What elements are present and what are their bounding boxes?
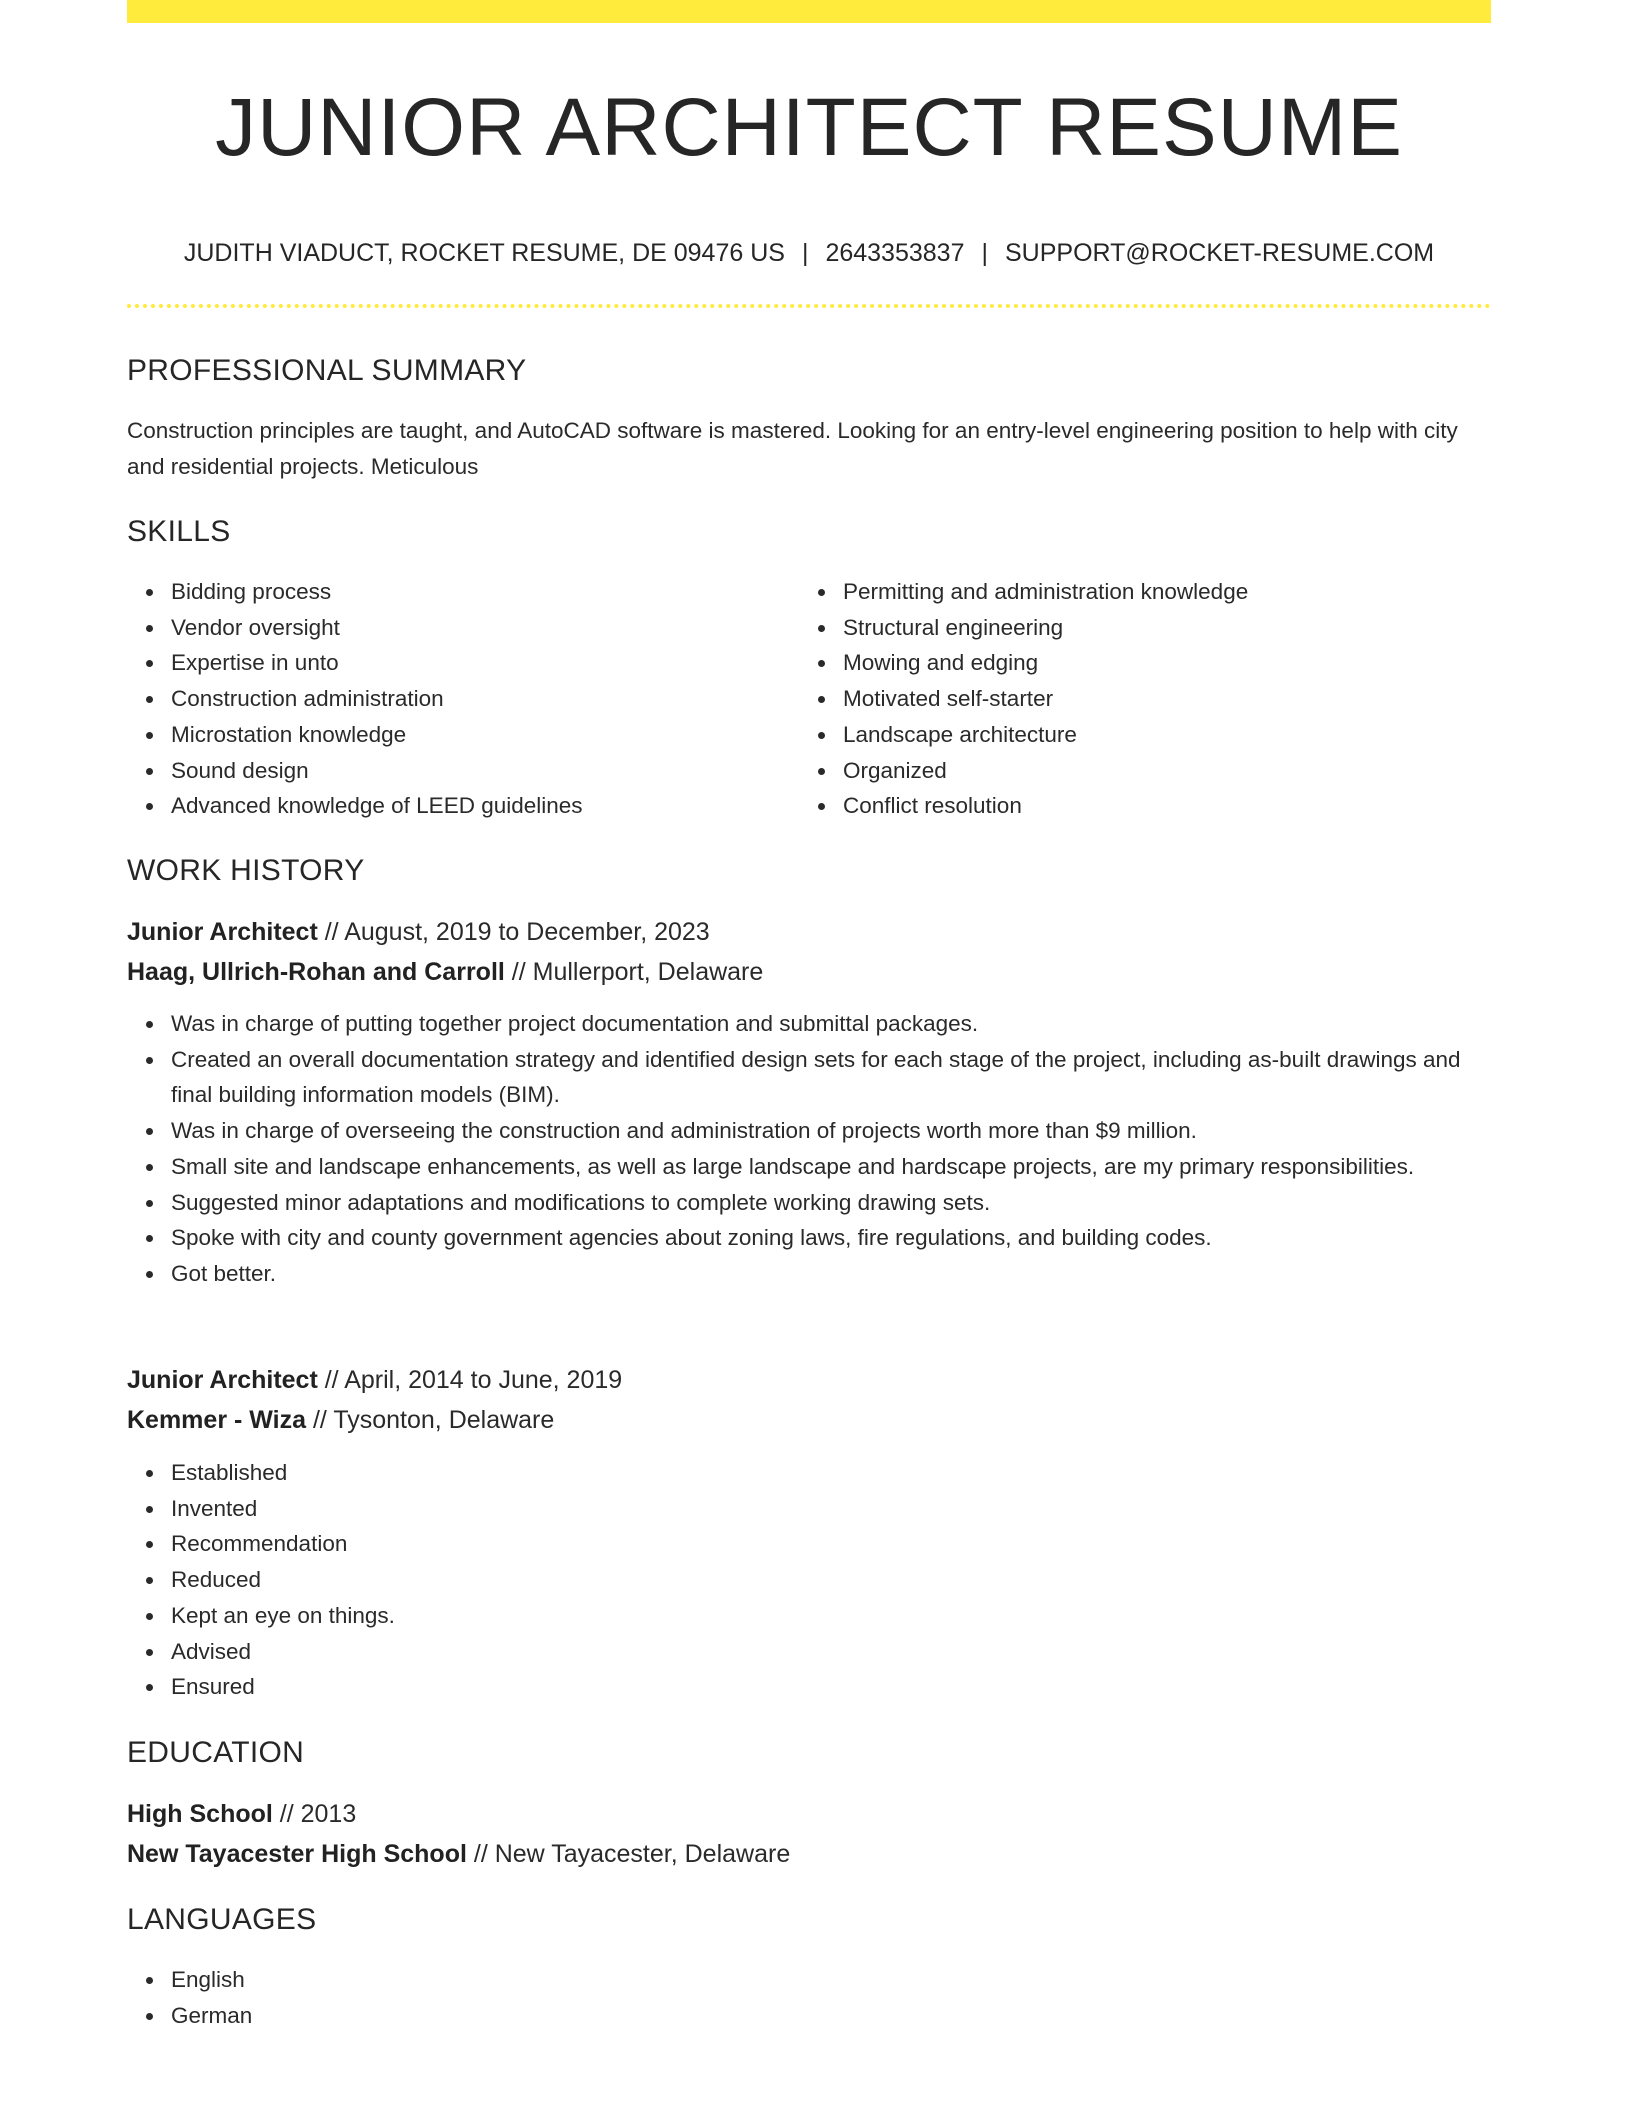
job-title: Junior Architect: [127, 918, 318, 946]
contact-email: SUPPORT@ROCKET-RESUME.COM: [1004, 239, 1435, 267]
job-separator: //: [306, 1406, 334, 1434]
job-duty: Was in charge of putting together project documentation and submittal packages.: [171, 1006, 1491, 1042]
skill-item: Mowing and edging: [843, 645, 1483, 681]
job-duty: Got better.: [171, 1256, 1491, 1292]
job-company: Haag, Ullrich-Rohan and Carroll: [127, 958, 505, 986]
job-company-line: [127, 955, 763, 989]
skill-item: Bidding process: [171, 574, 791, 610]
skill-item: Structural engineering: [843, 610, 1483, 646]
job-duty: Small site and landscape enhancements, as well as large landscape and hardscape projects, are my primary responsibilities.: [171, 1149, 1491, 1185]
job-duty: Was in charge of overseeing the construction and administration of projects worth more than $9 million.: [171, 1113, 1491, 1149]
contact-separator: |: [981, 239, 988, 267]
job-duty: Suggested minor adaptations and modifications to complete working drawing sets.: [171, 1185, 1491, 1221]
skill-item: Conflict resolution: [843, 788, 1483, 824]
job-title: Junior Architect: [127, 1366, 318, 1394]
job-duty: Recommendation: [171, 1526, 1491, 1562]
job-separator: //: [317, 918, 345, 946]
job-duty: Kept an eye on things.: [171, 1598, 1491, 1634]
contact-address: JUDITH VIADUCT, ROCKET RESUME, DE 09476 US: [183, 239, 785, 267]
job-company: Kemmer - Wiza: [127, 1406, 306, 1434]
contact-separator: |: [801, 239, 809, 267]
education-heading: EDUCATION: [127, 1736, 305, 1769]
job-duty: Reduced: [171, 1562, 1491, 1598]
skill-item: Microstation knowledge: [171, 717, 791, 753]
skill-item: Construction administration: [171, 681, 791, 717]
skill-item: Permitting and administration knowledge: [843, 574, 1483, 610]
skills-heading: SKILLS: [127, 515, 231, 548]
job-company-line: [127, 1403, 554, 1437]
job-location: Tysonton, Delaware: [333, 1406, 555, 1434]
education-separator: //: [272, 1800, 301, 1828]
job-dates: April, 2014 to June, 2019: [344, 1366, 623, 1394]
skill-item: Advanced knowledge of LEED guidelines: [171, 788, 791, 824]
language-item: English: [171, 1962, 771, 1998]
education-location: New Tayacester, Delaware: [494, 1840, 791, 1868]
skill-item: Organized: [843, 753, 1483, 789]
job-duty: Invented: [171, 1491, 1491, 1527]
job-dates: August, 2019 to December, 2023: [344, 918, 710, 946]
job-separator: //: [317, 1366, 345, 1394]
job-duty: Established: [171, 1455, 1491, 1491]
header-divider: [127, 304, 1491, 308]
job-duties-list: [127, 1455, 1491, 1705]
skill-item: Vendor oversight: [171, 610, 791, 646]
education-school-line: [127, 1837, 790, 1871]
job-location: Mullerport, Delaware: [532, 958, 764, 986]
skills-list-left: [127, 574, 791, 824]
job-title-line: [127, 915, 710, 949]
job-duty: Advised: [171, 1634, 1491, 1670]
skill-item: Motivated self-starter: [843, 681, 1483, 717]
education-degree: High School: [127, 1800, 273, 1828]
languages-list: [127, 1962, 771, 2033]
job-separator: //: [504, 958, 533, 986]
job-title-line: [127, 1363, 622, 1397]
skills-list-right: [799, 574, 1483, 824]
languages-heading: LANGUAGES: [127, 1903, 317, 1936]
job-duties-list: [127, 1006, 1491, 1292]
work-heading: WORK HISTORY: [127, 854, 365, 887]
job-duty: Spoke with city and county government agencies about zoning laws, fire regulations, and building codes.: [171, 1220, 1491, 1256]
top-accent-bar: [127, 0, 1491, 23]
education-separator: //: [466, 1840, 495, 1868]
skill-item: Expertise in unto: [171, 645, 791, 681]
contact-line: [127, 236, 1491, 270]
language-item: German: [171, 1998, 771, 2034]
skill-item: Landscape architecture: [843, 717, 1483, 753]
skill-item: Sound design: [171, 753, 791, 789]
education-degree-line: [127, 1797, 356, 1831]
contact-phone: 2643353837: [825, 239, 965, 267]
summary-text: Construction principles are taught, and AutoCAD software is mastered. Looking for an entry-level engineering position to help with city and residential projects. Meticulous: [127, 418, 1458, 479]
education-school: New Tayacester High School: [127, 1840, 467, 1868]
summary-heading: PROFESSIONAL SUMMARY: [127, 354, 527, 387]
job-duty: Ensured: [171, 1669, 1491, 1705]
resume-title: JUNIOR ARCHITECT RESUME: [215, 82, 1403, 173]
education-year: 2013: [300, 1800, 357, 1828]
job-duty: Created an overall documentation strategy and identified design sets for each stage of the project, including as-built drawings and final building information models (BIM).: [171, 1042, 1491, 1113]
